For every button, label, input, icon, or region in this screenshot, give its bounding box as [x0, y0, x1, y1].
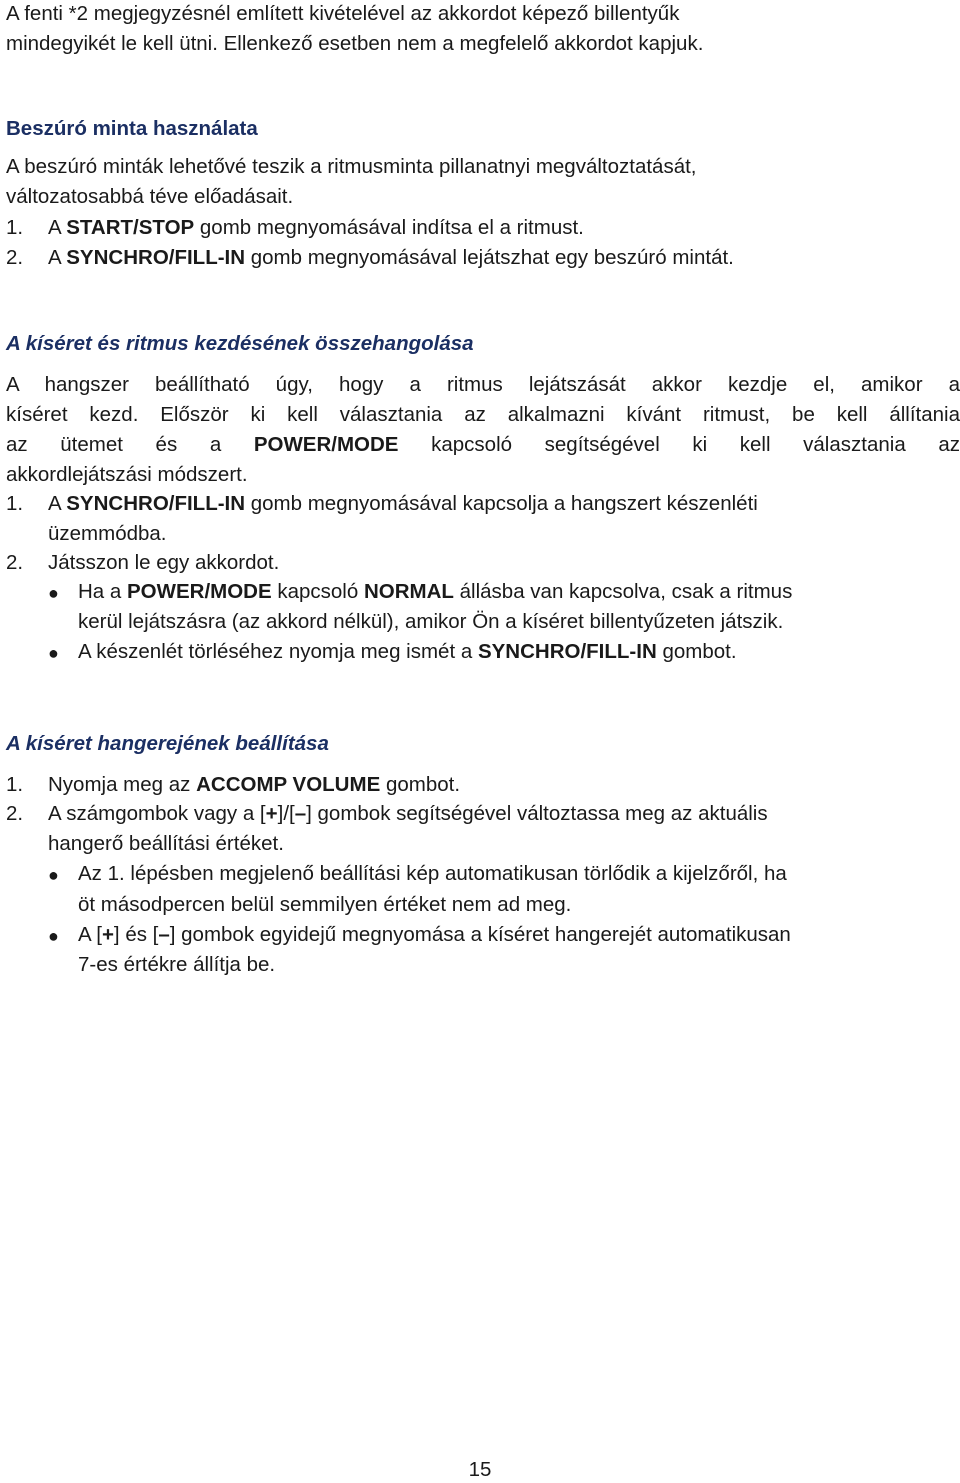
bullet-text-continuation: kerül lejátszásra (az akkord nélkül), amikor Ön a kíséret billentyűzeten játszik. [78, 610, 784, 633]
section-heading: A kíséret és ritmus kezdésének összehangolása [6, 332, 474, 355]
step-text-continuation: hangerő beállítási értéket. [48, 832, 284, 855]
step-text: Nyomja meg az ACCOMP VOLUME gombot. [48, 773, 461, 796]
step-text: Játsszon le egy akkordot. [48, 551, 280, 574]
bullet-icon: ● [48, 926, 59, 946]
step-number: 2. [6, 246, 24, 269]
bullet-text-continuation: öt másodpercen belül semmilyen értéket nem ad meg. [78, 893, 572, 916]
step-text: A számgombok vagy a [+]/[–] gombok segítségével változtassa meg az aktuális [48, 802, 768, 825]
bullet-text: Ha a POWER/MODE kapcsoló NORMAL állásba van kapcsolva, csak a ritmus [78, 580, 793, 603]
page-number: 15 [468, 1458, 492, 1481]
step-text: A SYNCHRO/FILL-IN gomb megnyomásával kapcsolja a hangszert készenléti [48, 492, 758, 515]
step-number: 1. [6, 773, 24, 796]
section-heading: A kíséret hangerejének beállítása [6, 732, 329, 755]
bullet-text: A készenlét törléséhez nyomja meg ismét a SYNCHRO/FILL-IN gombot. [78, 640, 737, 663]
paragraph-line: A hangszer beállítható úgy, hogy a ritmus lejátszását akkor kezdje el, amikor a [6, 373, 960, 396]
bullet-text: A [+] és [–] gombok egyidejű megnyomása a kíséret hangerejét automatikusan [78, 923, 791, 946]
bullet-text: Az 1. lépésben megjelenő beállítási kép automatikusan törlődik a kijelzőről, ha [78, 862, 787, 885]
paragraph-line: A beszúró minták lehetővé teszik a ritmusminta pillanatnyi megváltoztatását, [6, 155, 697, 178]
bullet-text-continuation: 7-es értékre állítja be. [78, 953, 276, 976]
bullet-icon: ● [48, 643, 59, 663]
step-text-continuation: üzemmódba. [48, 522, 167, 545]
step-number: 2. [6, 802, 24, 825]
step-text: A SYNCHRO/FILL-IN gomb megnyomásával lejátszhat egy beszúró mintát. [48, 246, 734, 269]
paragraph-line: változatosabbá téve előadásait. [6, 185, 294, 208]
paragraph-line: kíséret kezd. Először ki kell választania az alkalmazni kívánt ritmust, be kell állítania [6, 403, 960, 426]
bullet-icon: ● [48, 583, 59, 603]
step-text: A START/STOP gomb megnyomásával indítsa el a ritmust. [48, 216, 584, 239]
intro-line: mindegyikét le kell ütni. Ellenkező esetben nem a megfelelő akkordot kapjuk. [6, 32, 704, 55]
step-number: 1. [6, 216, 24, 239]
step-number: 2. [6, 551, 24, 574]
paragraph-line: az ütemet és a POWER/MODE kapcsoló segítségével ki kell választania az [6, 433, 960, 456]
paragraph-line: akkordlejátszási módszert. [6, 463, 248, 486]
bullet-icon: ● [48, 865, 59, 885]
section-heading: Beszúró minta használata [6, 117, 258, 140]
intro-line: A fenti *2 megjegyzésnél említett kivételével az akkordot képező billentyűk [6, 2, 680, 25]
step-number: 1. [6, 492, 24, 515]
